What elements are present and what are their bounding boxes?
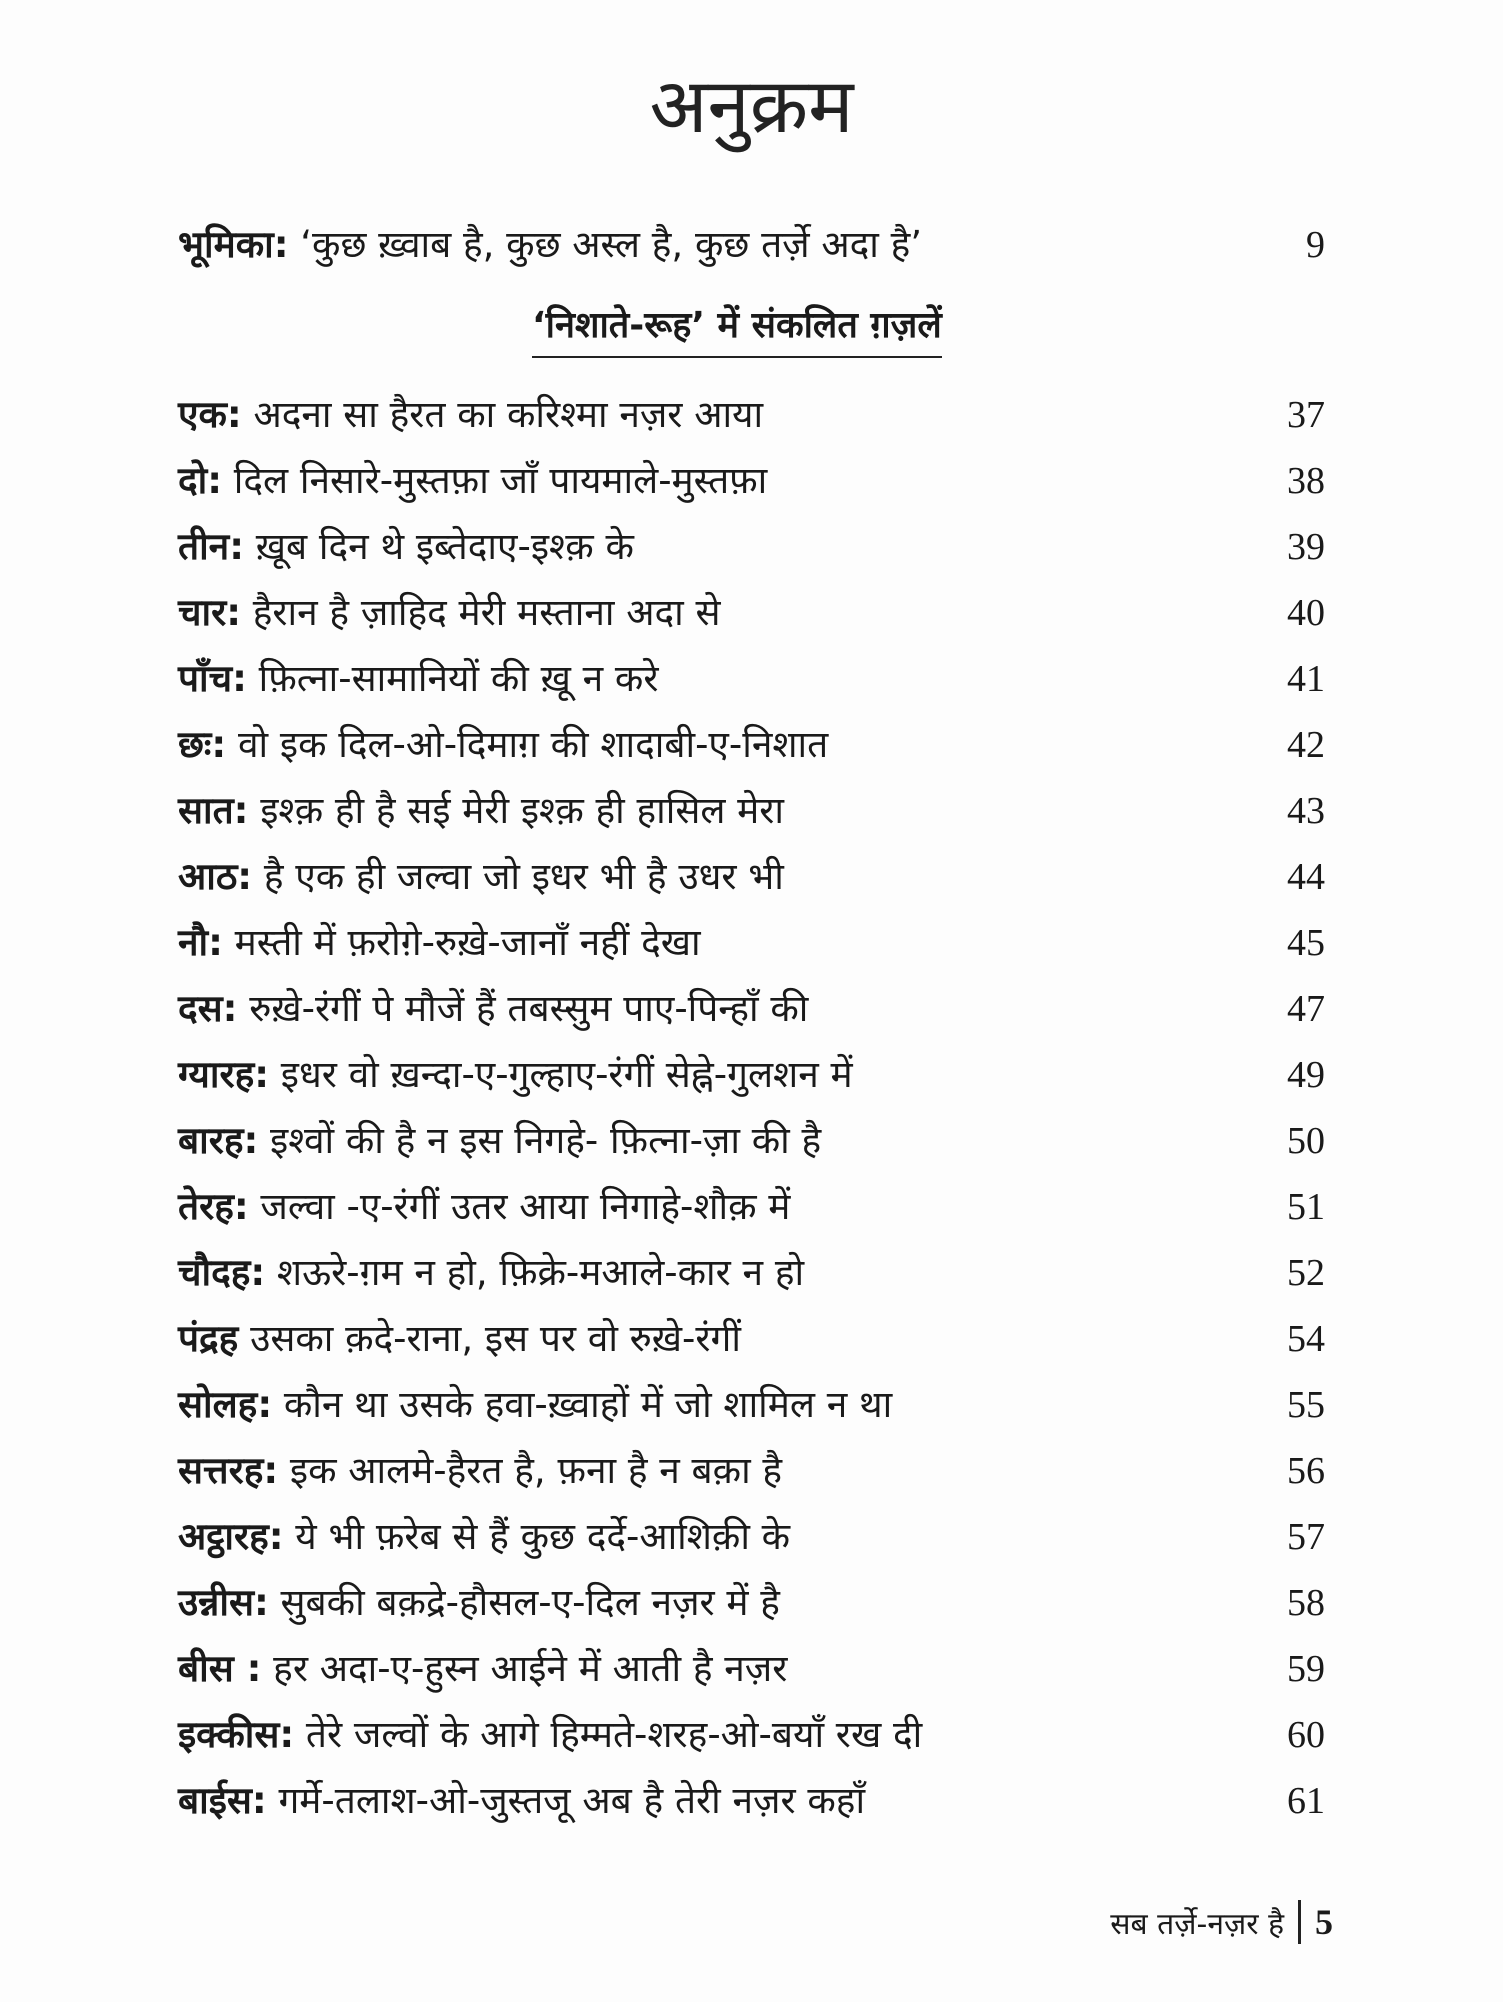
toc-entry-page: 56 bbox=[1287, 1450, 1325, 1492]
toc-entry-text: सुबकी बक़द्रे-हौसल-ए-दिल नज़र में है bbox=[268, 1581, 780, 1624]
toc-preface-label: भूमिका: bbox=[178, 223, 289, 266]
toc-entry-page: 59 bbox=[1287, 1648, 1325, 1690]
footer-book-title: सब तर्ज़े-नज़र है bbox=[1110, 1906, 1284, 1942]
toc-entry-text: हर अदा-ए-हुस्न आईने में आती है नज़र bbox=[261, 1647, 788, 1690]
toc-entry-label: उन्नीस: bbox=[178, 1581, 269, 1624]
toc-entry-page: 44 bbox=[1287, 856, 1325, 898]
toc-entry-text: वो इक दिल-ओ-दिमाग़ की शादाबी-ए-निशात bbox=[226, 723, 829, 766]
toc-entry-label: छः: bbox=[178, 723, 227, 766]
toc-entry-page: 41 bbox=[1287, 658, 1325, 700]
toc-entry bbox=[178, 1573, 1325, 1633]
toc-preface-page: 9 bbox=[1306, 224, 1325, 266]
toc-entry-label: पंद्रह bbox=[178, 1317, 239, 1360]
page-title: अनुक्रम bbox=[649, 61, 854, 150]
toc-entry bbox=[178, 1243, 1325, 1303]
toc-entry-page: 57 bbox=[1287, 1516, 1325, 1558]
toc-entry-page: 52 bbox=[1287, 1252, 1325, 1294]
toc-entry bbox=[178, 1705, 1325, 1765]
toc-entry-text: अदना सा हैरत का करिश्मा नज़र आया bbox=[241, 393, 764, 436]
toc-preface-text: ‘कुछ ख़्वाब है, कुछ अस्ल है, कुछ तर्ज़े अदा है’ bbox=[288, 223, 923, 266]
section-heading: ‘निशाते-रूह’ में संकलित ग़ज़लें bbox=[532, 298, 942, 358]
toc-entry-text: रुख़े-रंगीं पे मौजें हैं तबस्सुम पाए-पिन्हाँ की bbox=[237, 987, 809, 1030]
toc-entry bbox=[178, 583, 1325, 643]
toc-preface bbox=[178, 215, 1325, 275]
toc-entry-label: इक्कीस: bbox=[178, 1713, 295, 1756]
toc-entry bbox=[178, 517, 1325, 577]
toc-entry-page: 55 bbox=[1287, 1384, 1325, 1426]
toc-entry-page: 40 bbox=[1287, 592, 1325, 634]
toc-entry-label: पाँच: bbox=[178, 657, 247, 700]
toc-entry bbox=[178, 1771, 1325, 1831]
page-footer bbox=[1110, 1900, 1333, 1944]
footer-page-number: 5 bbox=[1315, 1902, 1333, 1942]
toc-entry bbox=[178, 715, 1325, 775]
toc-entry-text: ख़ूब दिन थे इब्तेदाए-इश्क़ के bbox=[244, 525, 634, 568]
toc-entry-page: 58 bbox=[1287, 1582, 1325, 1624]
toc-entry-text: इक आलमे-हैरत है, फ़ना है न बक़ा है bbox=[278, 1449, 783, 1492]
toc-entry bbox=[178, 649, 1325, 709]
toc-entry-page: 51 bbox=[1287, 1186, 1325, 1228]
toc-entry-text: कौन था उसके हवा-ख़्वाहों में जो शामिल न था bbox=[272, 1383, 893, 1426]
toc-entry-text: उसका क़दे-राना, इस पर वो रुख़े-रंगीं bbox=[238, 1317, 741, 1360]
toc-entry bbox=[178, 1309, 1325, 1369]
toc-entry-label: आठ: bbox=[178, 855, 253, 898]
toc-entry bbox=[178, 1507, 1325, 1567]
toc-entry-text: गर्मे-तलाश-ओ-जुस्तजू अब है तेरी नज़र कहाँ bbox=[266, 1779, 866, 1822]
toc-entry-label: तेरह: bbox=[178, 1185, 249, 1228]
toc-entry-label: तीन: bbox=[178, 525, 245, 568]
toc-entry-page: 39 bbox=[1287, 526, 1325, 568]
toc-entry-page: 50 bbox=[1287, 1120, 1325, 1162]
toc-entry-text: जल्वा -ए-रंगीं उतर आया निगाहे-शौक़ में bbox=[248, 1185, 791, 1228]
toc-entry-label: सात: bbox=[178, 789, 249, 832]
toc-entry-text: ये भी फ़रेब से हैं कुछ दर्दे-आशिक़ी के bbox=[283, 1515, 791, 1558]
toc-entry-text: इधर वो ख़न्दा-ए-गुल्हाए-रंगीं सेह्ने-गुलशन में bbox=[269, 1053, 853, 1096]
toc-entry-label: एक: bbox=[178, 393, 242, 436]
toc-entry-text: इश्क़ ही है सई मेरी इश्क़ ही हासिल मेरा bbox=[248, 789, 785, 832]
toc-entry-page: 47 bbox=[1287, 988, 1325, 1030]
toc-entry bbox=[178, 781, 1325, 841]
toc-entry-page: 54 bbox=[1287, 1318, 1325, 1360]
toc-entry-page: 45 bbox=[1287, 922, 1325, 964]
toc-entry bbox=[178, 1177, 1325, 1237]
toc-entry-label: सोलह: bbox=[178, 1383, 273, 1426]
toc-entry-page: 60 bbox=[1287, 1714, 1325, 1756]
toc-entry-text: हैरान है ज़ाहिद मेरी मस्ताना अदा से bbox=[241, 591, 721, 634]
toc-entry-label: अट्ठारह: bbox=[178, 1515, 284, 1558]
toc-entry bbox=[178, 1045, 1325, 1105]
toc-entry-text: फ़ित्ना-सामानियों की ख़ू न करे bbox=[246, 657, 659, 700]
toc-entry-label: दो: bbox=[178, 459, 223, 502]
toc-entry bbox=[178, 1375, 1325, 1435]
toc-entry-text: है एक ही जल्वा जो इधर भी है उधर भी bbox=[252, 855, 784, 898]
toc-entry-text: तेरे जल्वों के आगे हिम्मते-शरह-ओ-बयाँ रख दी bbox=[294, 1713, 923, 1756]
footer-divider bbox=[1298, 1900, 1301, 1944]
toc-entry-page: 49 bbox=[1287, 1054, 1325, 1096]
toc-entry-label: ग्यारह: bbox=[178, 1053, 270, 1096]
toc-entry bbox=[178, 385, 1325, 445]
toc-entry bbox=[178, 1111, 1325, 1171]
toc-preface-entry bbox=[178, 215, 922, 275]
toc-entry bbox=[178, 1441, 1325, 1501]
toc-entry-label: सत्तरह: bbox=[178, 1449, 279, 1492]
toc-entry-text: दिल निसारे-मुस्तफ़ा जाँ पायमाले-मुस्तफ़ा bbox=[222, 459, 768, 502]
toc-entry bbox=[178, 979, 1325, 1039]
toc-entry bbox=[178, 451, 1325, 511]
toc-entry-page: 38 bbox=[1287, 460, 1325, 502]
toc-entry bbox=[178, 847, 1325, 907]
toc-entry-label: चौदह: bbox=[178, 1251, 266, 1294]
toc-entry-label: बारह: bbox=[178, 1119, 259, 1162]
toc-entry-text: शऊरे-ग़म न हो, फ़िक्रे-मआले-कार न हो bbox=[265, 1251, 805, 1294]
toc-entry-page: 42 bbox=[1287, 724, 1325, 766]
toc-entry-text: इश्वों की है न इस निगहे- फ़ित्ना-ज़ा की है bbox=[258, 1119, 822, 1162]
toc-entry-page: 43 bbox=[1287, 790, 1325, 832]
toc-entry bbox=[178, 913, 1325, 973]
toc-entry-text: मस्ती में फ़रोग़े-रुख़े-जानाँ नहीं देखा bbox=[222, 921, 701, 964]
toc-entry-label: चार: bbox=[178, 591, 242, 634]
toc-entry-page: 61 bbox=[1287, 1780, 1325, 1822]
toc-entry-label: दस: bbox=[178, 987, 238, 1030]
toc-entry-page: 37 bbox=[1287, 394, 1325, 436]
toc-entry bbox=[178, 1639, 1325, 1699]
toc-entry-label: बाईस: bbox=[178, 1779, 267, 1822]
toc-entry-label: नौ: bbox=[178, 921, 223, 964]
toc-entry-label: बीस : bbox=[178, 1647, 262, 1690]
